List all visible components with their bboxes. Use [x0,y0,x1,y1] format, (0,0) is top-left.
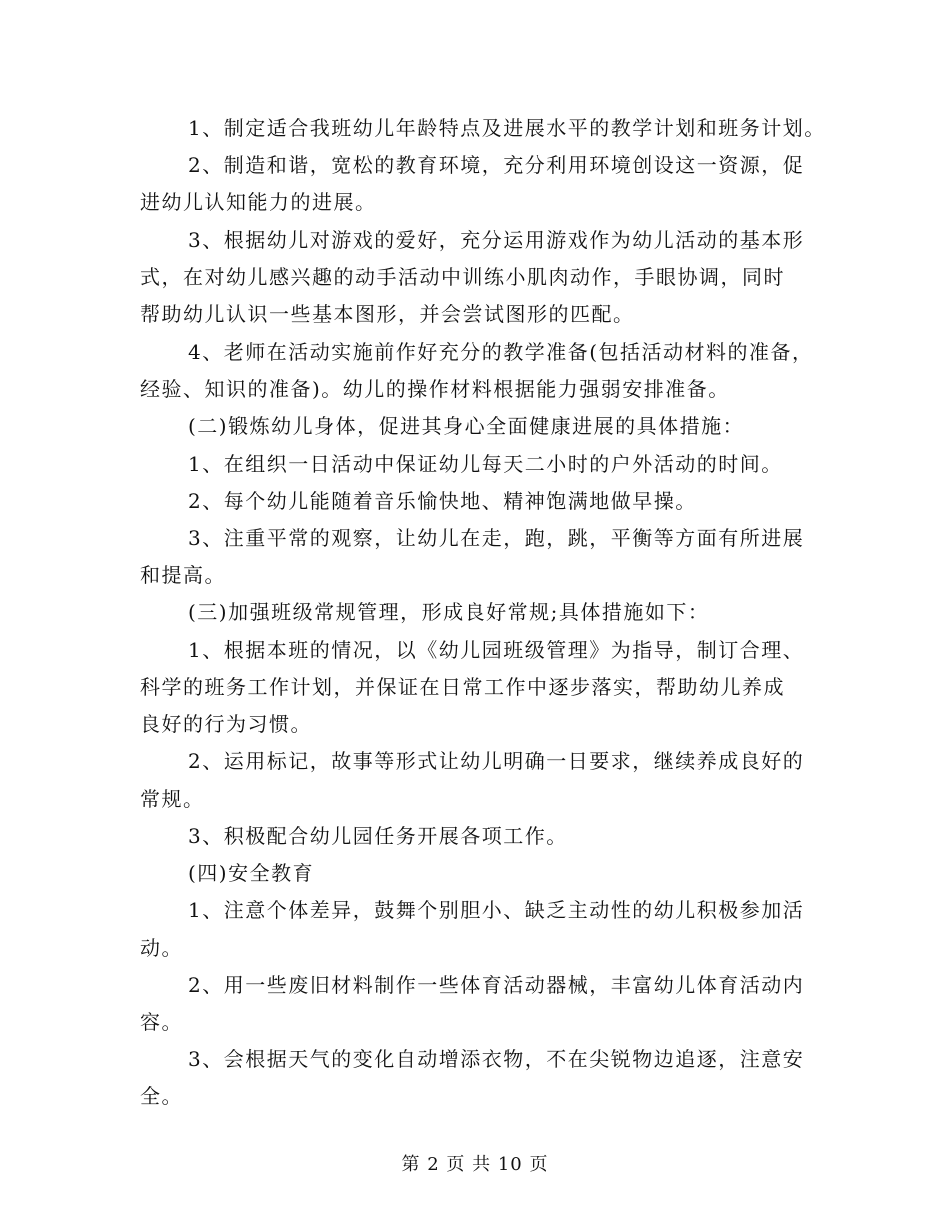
paragraph-line: 式，在对幼儿感兴趣的动手活动中训练小肌肉动作，手眼协调，同时 [140,265,785,289]
paragraph-line: 全。 [140,1084,183,1108]
paragraph-line: 动。 [140,936,183,960]
paragraph-line: 4、老师在活动实施前作好充分的教学准备(包括活动材料的准备， [188,340,814,364]
paragraph-line: 良好的行为习惯。 [140,712,312,736]
paragraph-line: 1、根据本班的情况，以《幼儿园班级管理》为指导，制订合理、 [188,638,805,662]
paragraph-line: 3、会根据天气的变化自动增添衣物，不在尖锐物边追逐，注意安 [188,1047,805,1071]
section-heading: (三)加强班级常规管理，形成良好常规;具体措施如下： [188,600,710,624]
page-number-footer: 第 2 页 共 10 页 [401,1154,549,1175]
paragraph-line: 1、在组织一日活动中保证幼儿每天二小时的户外活动的时间。 [188,452,783,476]
paragraph-line: 3、根据幼儿对游戏的爱好，充分运用游戏作为幼儿活动的基本形 [188,228,805,252]
paragraph-line: 2、制造和谐，宽松的教育环境，充分利用环境创设这一资源，促 [188,153,805,177]
paragraph-line: 1、注意个体差异，鼓舞个别胆小、缺乏主动性的幼儿积极参加活 [188,898,805,922]
paragraph-line: 科学的班务工作计划，并保证在日常工作中逐步落实，帮助幼儿养成 [140,675,785,699]
paragraph-line: 帮助幼儿认识一些基本图形，并会尝试图形的匹配。 [140,302,635,326]
paragraph-line: 3、注重平常的观察，让幼儿在走，跑，跳，平衡等方面有所进展 [188,526,805,550]
paragraph-line: 2、每个幼儿能随着音乐愉快地、精神饱满地做早操。 [188,489,697,513]
paragraph-line: 1、制定适合我班幼儿年龄特点及进展水平的教学计划和班务计划。 [188,116,826,140]
paragraph-line: 2、用一些废旧材料制作一些体育活动器械，丰富幼儿体育活动内 [188,973,805,997]
paragraph-line: 经验、知识的准备)。幼儿的操作材料根据能力强弱安排准备。 [140,377,730,401]
paragraph-line: 2、运用标记，故事等形式让幼儿明确一日要求，继续养成良好的 [188,749,805,773]
paragraph-line: 进幼儿认知能力的进展。 [140,190,377,214]
paragraph-line: 容。 [140,1010,183,1034]
paragraph-line: 常规。 [140,787,205,811]
paragraph-line: 3、积极配合幼儿园任务开展各项工作。 [188,824,568,848]
section-heading: (四)安全教育 [188,861,315,885]
paragraph-line: 和提高。 [140,563,226,587]
section-heading: (二)锻炼幼儿身体，促进其身心全面健康进展的具体措施： [188,414,745,438]
